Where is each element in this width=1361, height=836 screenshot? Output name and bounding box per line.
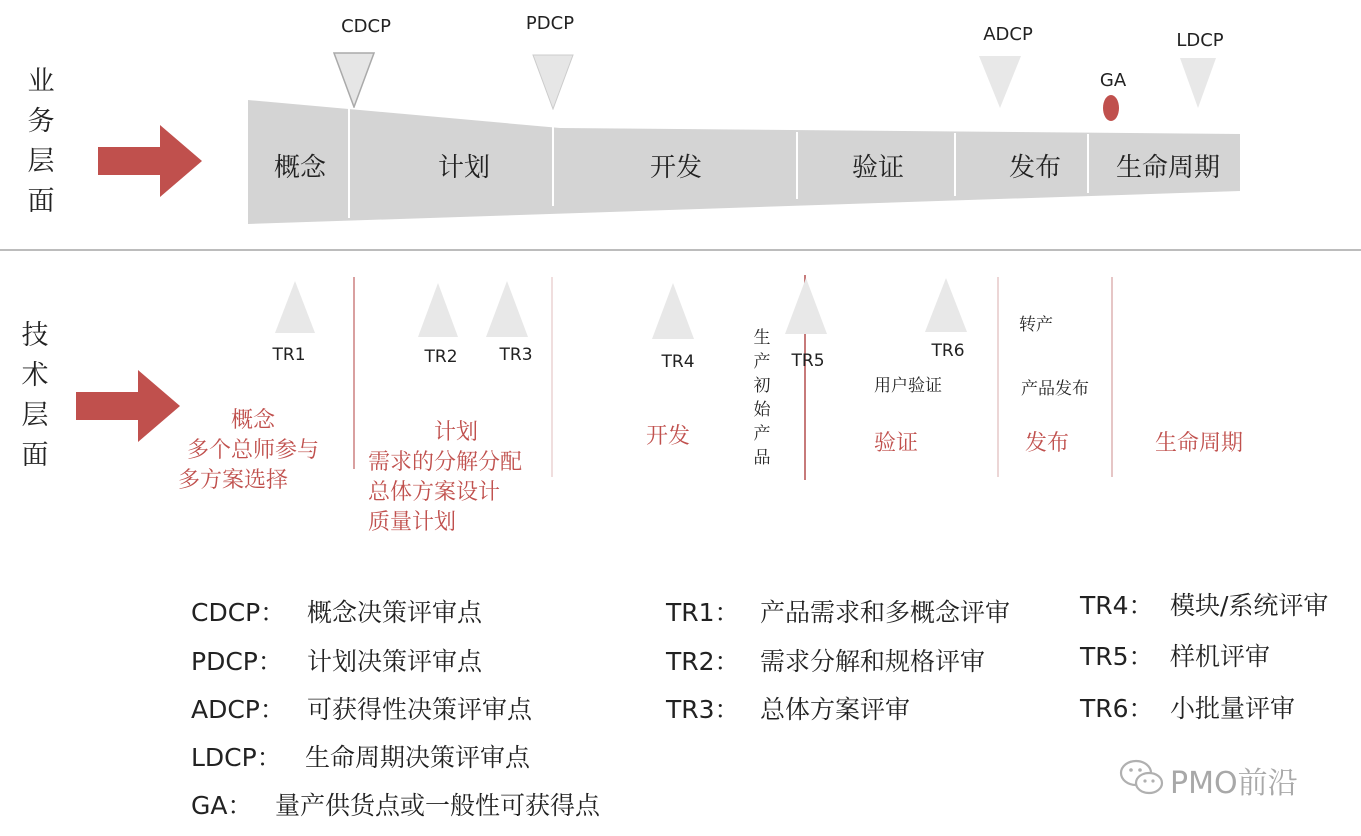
business-layer-char: 务: [27, 106, 55, 137]
user-verify-label: 用户验证: [874, 376, 942, 396]
initial-product-char: 初: [753, 376, 771, 396]
initial-product-label: [752, 326, 772, 470]
tech-concept-line: 多方案选择: [178, 468, 289, 493]
tech-separator: [997, 277, 999, 477]
legend-key: CDCP：: [191, 598, 286, 627]
tech-plan-line: 需求的分解分配: [368, 450, 523, 475]
phase-lifecycle: 生命周期: [1115, 153, 1221, 183]
tech-arrow-icon: [76, 370, 180, 442]
tech-separator: [353, 277, 355, 469]
tech-plan-line: 总体方案设计: [368, 480, 501, 505]
ga-dot-icon: [1102, 94, 1120, 122]
legend-desc: 产品需求和多概念评审: [760, 598, 1011, 627]
tr6-triangle-icon: [925, 278, 967, 332]
ldcp-triangle-icon: [1180, 58, 1216, 108]
business-layer-char: 层: [27, 146, 55, 177]
tech-plan-text: [368, 418, 522, 538]
tech-layer-char: 术: [21, 360, 49, 391]
initial-product-char: 始: [753, 400, 771, 420]
layer-divider: [0, 249, 1361, 251]
legend-key: PDCP：: [191, 647, 283, 676]
business-layer-char: 业: [27, 66, 55, 97]
legend-desc: 小批量评审: [1170, 694, 1296, 723]
tech-develop-text: 开发: [646, 424, 691, 449]
decision-point-ldcp: LDCP: [1176, 30, 1224, 51]
legend-key: GA：: [191, 791, 253, 820]
tr5-triangle-icon: [785, 278, 827, 334]
phase-plan: 计划: [437, 153, 491, 183]
business-layer-char: 面: [27, 186, 55, 217]
tr3-label: TR3: [499, 345, 533, 365]
legend-desc: 需求分解和规格评审: [760, 647, 986, 676]
legend-desc: 可获得性决策评审点: [307, 695, 533, 724]
cdcp-triangle-icon: [333, 52, 375, 108]
phase-verify: 验证: [851, 153, 905, 183]
tech-concept-text: [178, 406, 328, 496]
adcp-triangle-icon: [979, 56, 1021, 108]
tech-layer-char: 面: [21, 440, 49, 471]
legend-item: [191, 642, 482, 678]
initial-product-char: 产: [753, 352, 771, 372]
tech-separator: [551, 277, 553, 477]
phase-release: 发布: [1008, 153, 1062, 183]
phase-concept: 概念: [273, 153, 327, 183]
legend-item: [191, 690, 532, 726]
tech-verify-text: 验证: [874, 431, 919, 456]
product-release-label: 产品发布: [1021, 379, 1089, 399]
tr5-label: TR5: [791, 351, 825, 371]
legend-desc: 模块/系统评审: [1170, 591, 1329, 620]
legend-key: TR4：: [1080, 591, 1154, 620]
tech-separator: [1111, 277, 1113, 477]
tech-plan-line: 质量计划: [368, 510, 457, 535]
legend-desc: 量产供货点或一般性可获得点: [275, 791, 601, 820]
legend-item: [1080, 689, 1295, 725]
legend-item: [666, 642, 985, 678]
legend-item: [191, 593, 482, 629]
legend-key: ADCP：: [191, 695, 285, 724]
tr4-triangle-icon: [652, 283, 694, 339]
legend-item: [191, 738, 530, 774]
legend-desc: 生命周期决策评审点: [305, 743, 531, 772]
watermark-text: PMO前沿: [1170, 766, 1298, 801]
initial-product-char: 品: [753, 448, 771, 468]
decision-point-cdcp: CDCP: [341, 16, 391, 37]
tr3-triangle-icon: [486, 281, 528, 337]
tech-layer-char: 层: [21, 400, 49, 431]
legend-desc: 概念决策评审点: [307, 598, 483, 627]
decision-point-adcp: ADCP: [983, 24, 1033, 45]
tr2-triangle-icon: [418, 283, 458, 337]
tech-release-text: 发布: [1025, 431, 1070, 456]
legend-desc: 计划决策评审点: [307, 647, 483, 676]
legend-desc: 样机评审: [1170, 642, 1271, 671]
decision-point-ga: GA: [1099, 70, 1127, 91]
tech-plan-line: 计划: [434, 420, 479, 445]
legend-item: [666, 690, 910, 726]
tr1-label: TR1: [272, 345, 306, 365]
legend-key: TR1：: [666, 598, 740, 627]
initial-product-char: 产: [753, 424, 771, 444]
transfer-label: 转产: [1019, 315, 1053, 335]
legend-desc: 总体方案评审: [760, 695, 911, 724]
initial-product-char: 生: [753, 328, 771, 348]
decision-point-pdcp: PDCP: [525, 13, 575, 34]
legend-key: TR2：: [666, 647, 740, 676]
tech-concept-line: 多个总师参与: [186, 438, 319, 463]
legend-key: TR5：: [1080, 642, 1154, 671]
tech-layer-char: 技: [21, 320, 49, 351]
pdcp-triangle-icon: [532, 54, 574, 110]
tr6-label: TR6: [931, 341, 965, 361]
legend-key: TR6：: [1080, 694, 1154, 723]
tech-concept-line: 概念: [230, 408, 275, 433]
legend-item: [1080, 637, 1270, 673]
wechat-logo-icon: [1118, 758, 1166, 798]
legend-key: LDCP：: [191, 743, 282, 772]
tr2-label: TR2: [424, 347, 458, 367]
legend-item: [666, 593, 1010, 629]
tr4-label: TR4: [661, 352, 695, 372]
legend-item: [191, 786, 600, 822]
legend-item: [1080, 586, 1328, 622]
tech-lifecycle-text: 生命周期: [1155, 431, 1244, 456]
legend-key: TR3：: [666, 695, 740, 724]
phase-develop: 开发: [649, 153, 703, 183]
tr1-triangle-icon: [275, 281, 315, 333]
tech-layer-label: [20, 316, 50, 476]
phase-funnel: [0, 0, 1361, 250]
